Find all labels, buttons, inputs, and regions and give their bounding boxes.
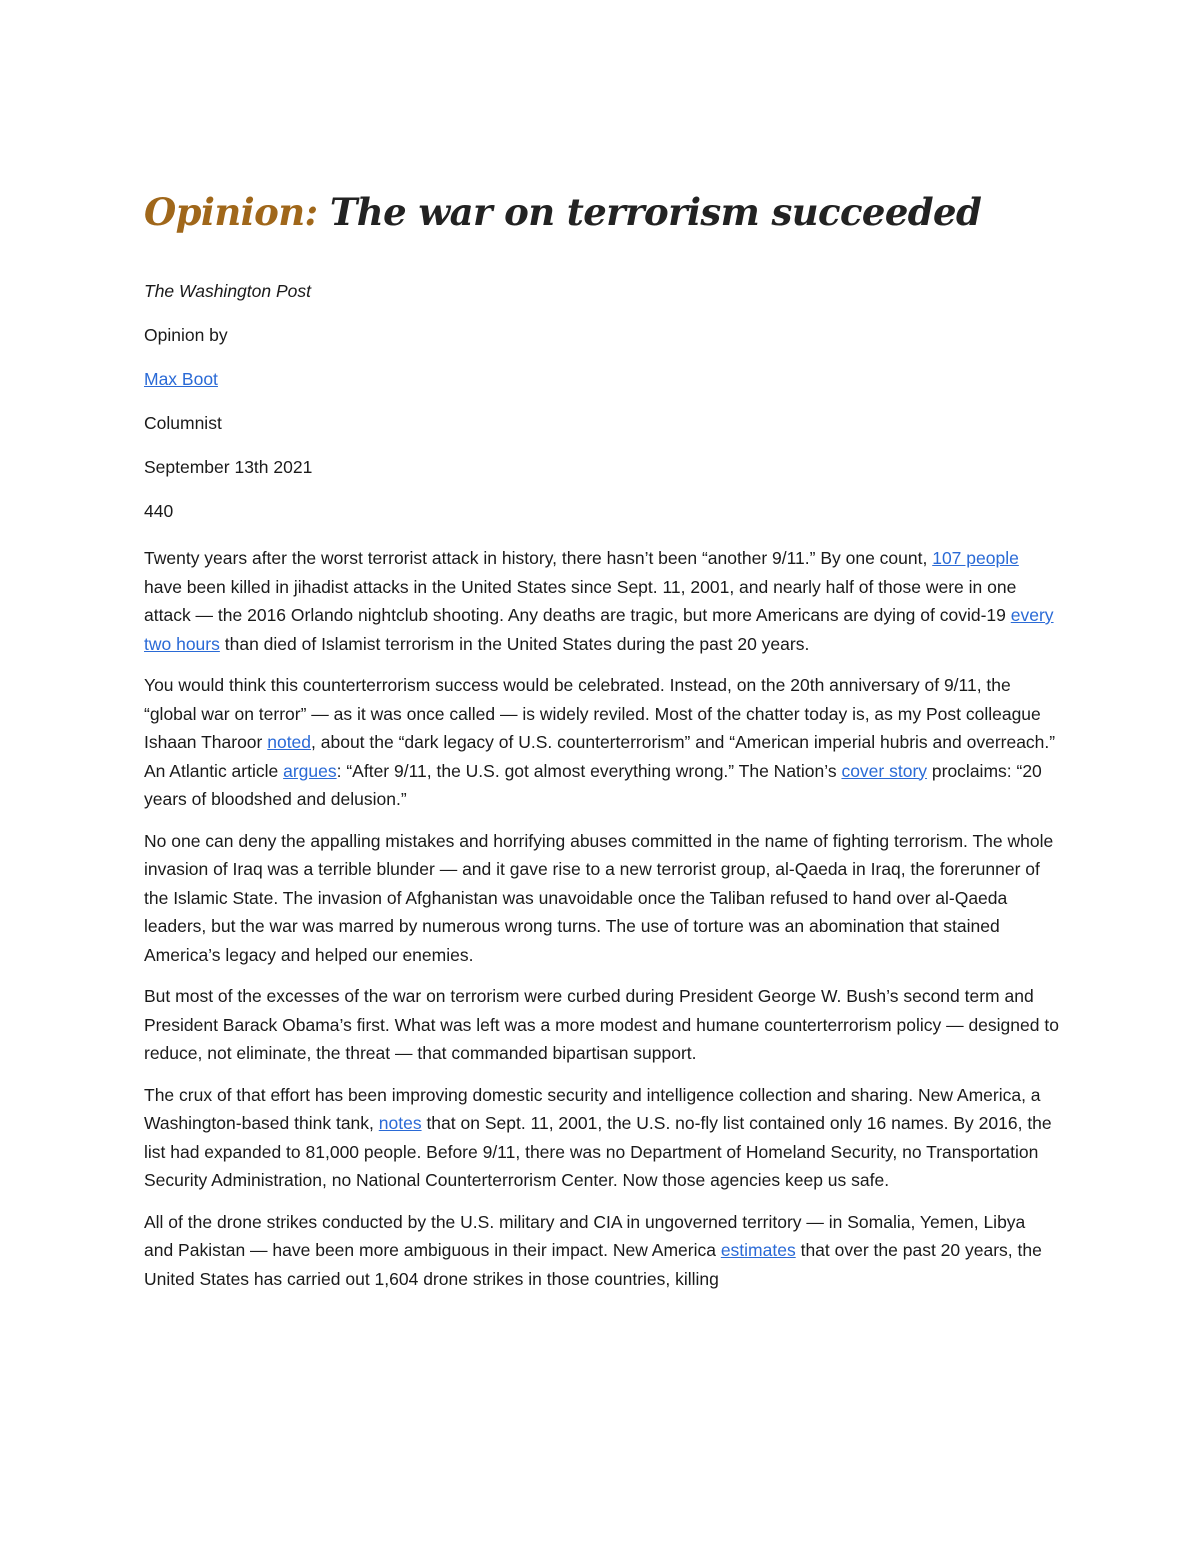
publish-date: September 13th 2021 — [144, 457, 313, 477]
inline-link[interactable]: 107 people — [932, 548, 1019, 568]
comment-count: 440 — [144, 501, 174, 521]
inline-link[interactable]: noted — [267, 732, 312, 752]
paragraph-text: All of the drone strikes conducted by the U.S. military and CIA in ungoverned territory — in Somalia, Yemen, Libya and Pakistan — have been more ambiguous in their impact. New America — [144, 1211, 1026, 1260]
author-line — [144, 368, 1059, 390]
paragraph-text: have been killed in jihadist attacks in the United States since Sept. 11, 2001, and nearly half of those were in one attack — the 2016 Orlando nightclub shooting. Any deaths are tragic, but more Americans are dying of covid-19 — [144, 576, 1017, 625]
inline-link[interactable]: notes — [378, 1113, 422, 1133]
article-paragraph — [144, 1208, 1059, 1294]
article-paragraph — [144, 1081, 1059, 1195]
article-paragraph — [144, 827, 1059, 970]
paragraph-text: that on Sept. 11, 2001, the U.S. no-fly list contained only 16 names. By 2016, the list had expanded to 81,000 people. Before 9/11, there was no Department of Homeland Security, no Transportation Security Administration, no National Counterterrorism Center. Now those agencies keep us safe. — [144, 1113, 1052, 1190]
article-body — [144, 544, 1059, 1293]
headline — [144, 186, 1059, 238]
inline-link[interactable]: every two hours — [144, 605, 1054, 654]
article-paragraph — [144, 671, 1059, 814]
paragraph-text: : “After 9/11, the U.S. got almost everything wrong.” The Nation’s — [336, 760, 842, 781]
publication-name: The Washington Post — [144, 281, 311, 301]
document-page — [144, 186, 1059, 1306]
paragraph-text: But most of the excesses of the war on terrorism were curbed during President George W. Bush’s second term and President Barack Obama’s first. What was left was a more modest and humane counterterrorism policy — designed to reduce, not eliminate, the threat — that commanded bipartisan support. — [144, 986, 1059, 1063]
inline-link[interactable]: cover story — [841, 760, 928, 781]
paragraph-text: proclaims: “20 years of bloodshed and delusion.” — [144, 760, 1042, 809]
byline-label: Opinion by — [144, 325, 228, 345]
article-paragraph — [144, 544, 1059, 658]
paragraph-text: The crux of that effort has been improving domestic security and intelligence collection and sharing. New America, a Washington-based think tank, — [144, 1084, 1041, 1133]
paragraph-text: that over the past 20 years, the United States has carried out 1,604 drone strikes in those countries, killing — [144, 1240, 1042, 1289]
author-role: Columnist — [144, 413, 222, 433]
article-paragraph — [144, 982, 1059, 1068]
inline-link[interactable]: estimates — [720, 1240, 796, 1260]
paragraph-text: than died of Islamist terrorism in the United States during the past 20 years. — [219, 633, 810, 654]
headline-kicker: Opinion: — [144, 190, 318, 234]
headline-title: The war on terrorism succeeded — [329, 190, 982, 234]
paragraph-text: No one can deny the appalling mistakes and horrifying abuses committed in the name of fighting terrorism. The whole invasion of Iraq was a terrible blunder — and it gave rise to a new terrorist group, al-Qaeda in Iraq, the forerunner of the Islamic State. The invasion of Afghanistan was unavoidable once the Taliban refused to hand over al-Qaeda leaders, but the war was marred by numerous wrong turns. The use of torture was an abomination that stained America’s legacy and helped our enemies. — [144, 830, 1054, 965]
paragraph-text: , about the “dark legacy of U.S. counterterrorism” and “American imperial hubris and overreach.” An Atlantic article — [144, 732, 1056, 781]
author-link[interactable]: Max Boot — [144, 369, 218, 389]
paragraph-text: Twenty years after the worst terrorist attack in history, there hasn’t been “another 9/11.” By one count, — [144, 548, 933, 568]
paragraph-text: You would think this counterterrorism success would be celebrated. Instead, on the 20th anniversary of 9/11, the “global war on terror” — as it was once called — is widely reviled. Most of the chatter today is, as my Post colleague Ishaan Tharoor — [144, 675, 1041, 752]
inline-link[interactable]: argues — [283, 760, 337, 781]
